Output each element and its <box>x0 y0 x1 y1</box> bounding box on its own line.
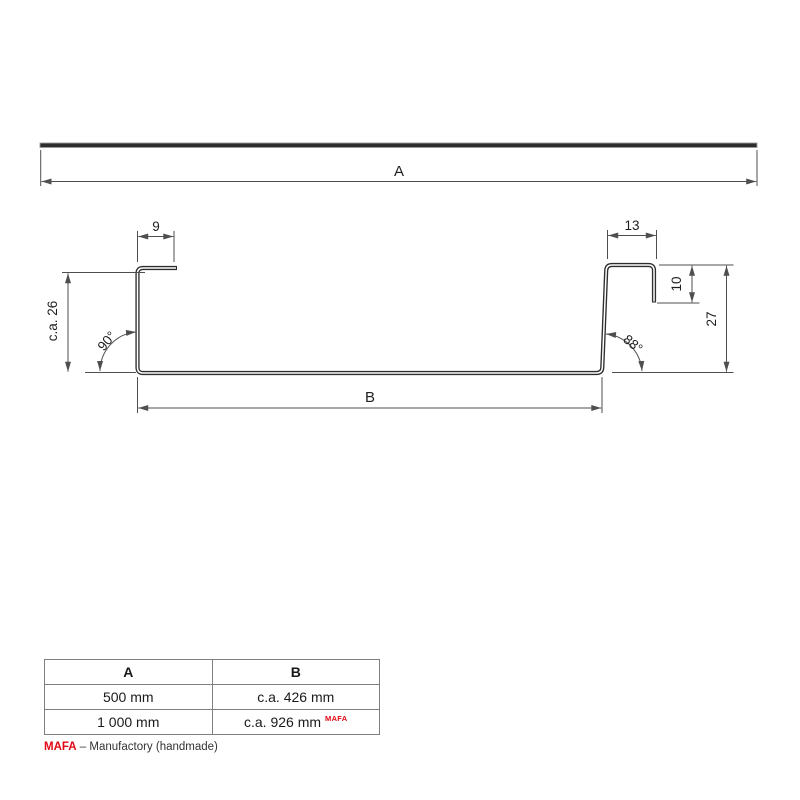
table-header-row <box>45 660 380 685</box>
profile-a-bar <box>40 143 757 148</box>
footnote-term: MAFA <box>44 741 77 753</box>
dim-ca26 <box>45 273 145 373</box>
dim-13 <box>608 218 657 259</box>
column-header-a: A <box>45 660 213 685</box>
cell-b-926 <box>212 710 380 735</box>
table-row <box>45 710 380 735</box>
footnote <box>44 741 218 753</box>
dim-9-label: 9 <box>152 219 160 234</box>
dim-a-label: A <box>393 163 405 180</box>
footnote-text: – Manufactory (handmade) <box>79 741 218 753</box>
dim-10-label: 10 <box>669 276 684 292</box>
dim-10 <box>657 265 734 303</box>
dim-13-label: 13 <box>624 218 640 233</box>
column-header-b: B <box>212 660 380 685</box>
cell-a-1000: 1 000 mm <box>45 710 213 735</box>
cell-a-500: 500 mm <box>45 685 213 710</box>
dim-ca26-label: c.a. 26 <box>45 300 60 342</box>
dim-9 <box>138 219 175 262</box>
cell-b-426 <box>212 685 380 710</box>
dim-27-label: 27 <box>704 311 719 327</box>
cell-b-926-value: c.a. 926 mm <box>244 714 322 730</box>
mafa-superscript: MAFA <box>325 714 348 724</box>
angle-88-label: 88° <box>620 331 646 357</box>
dim-b-label: B <box>364 389 376 406</box>
profile-cross-section <box>138 265 655 373</box>
cell-b-426-value: c.a. 426 mm <box>257 689 335 705</box>
size-table <box>44 659 380 735</box>
angle-90-label: 90° <box>94 328 120 354</box>
angle-88 <box>606 332 646 371</box>
dim-a <box>41 150 757 186</box>
dim-b <box>138 377 603 413</box>
table-row <box>45 685 380 710</box>
angle-90 <box>95 328 136 371</box>
